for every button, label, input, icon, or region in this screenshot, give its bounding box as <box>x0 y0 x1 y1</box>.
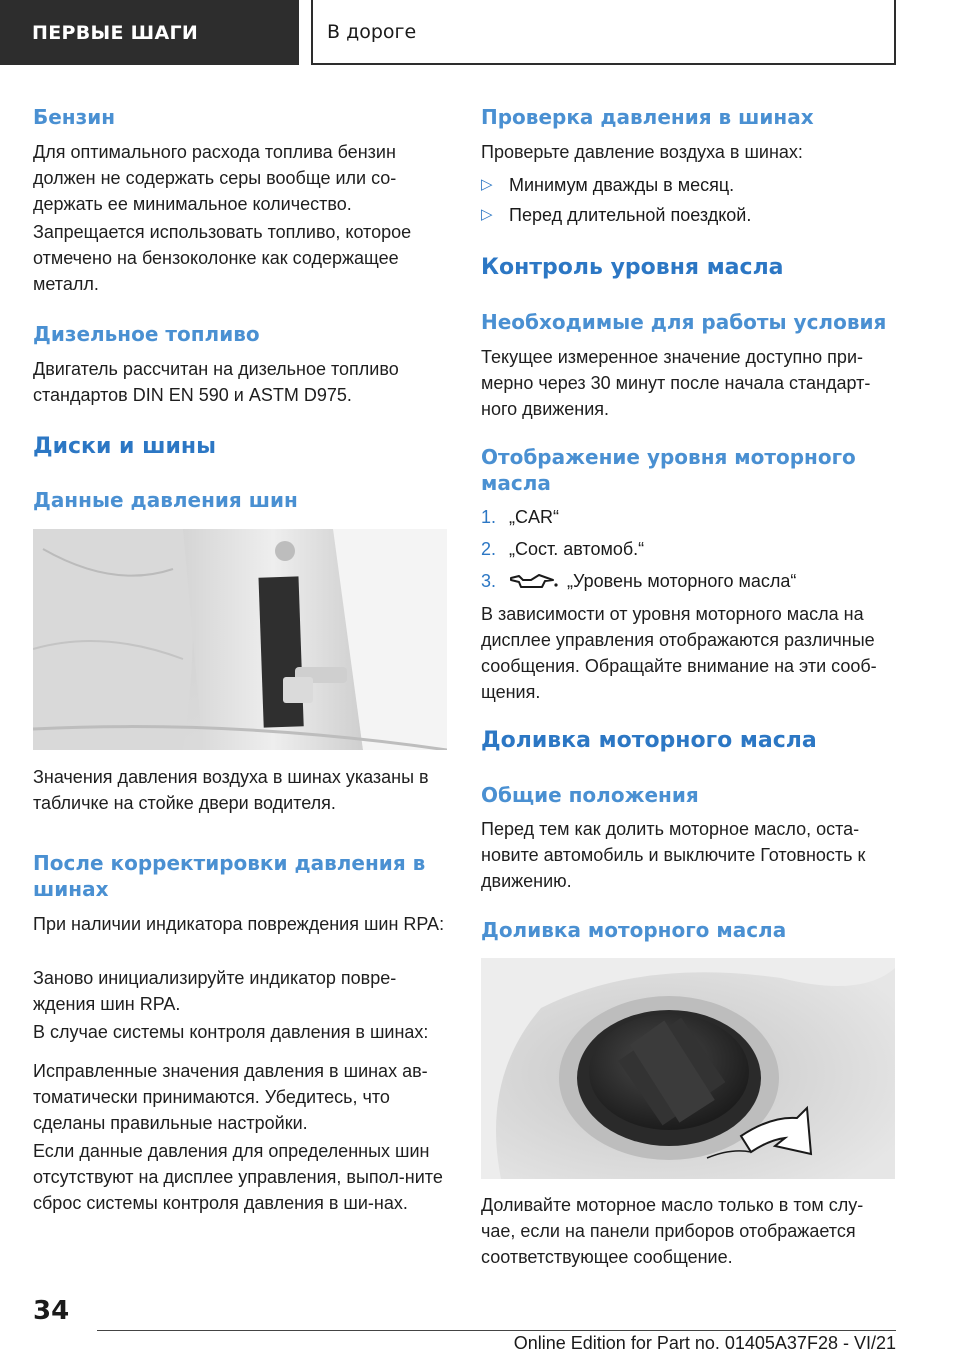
diesel-title: Дизельное топливо <box>33 322 260 346</box>
step-item <box>481 568 796 594</box>
check-paragraph: Проверьте давление воздуха в шинах: <box>481 142 803 162</box>
triangle-bullet-icon: ▷ <box>481 206 493 223</box>
step-text: „CAR“ <box>509 507 559 527</box>
petrol-title: Бензин <box>33 105 116 129</box>
after-paragraph-5: Если данные давления для определенных шин отсутствуют на дисплее управления, выпол-ните сброс системы контроля давления в ши-нах. <box>33 1141 443 1213</box>
edition-footer: Online Edition for Part no. 01405A37F28 - VI/21 <box>513 1333 896 1353</box>
after-adjust-title: После корректировки давления в шинах <box>33 851 426 901</box>
check-item-text: Минимум дважды в месяц. <box>509 175 735 195</box>
topup-caption: Доливайте моторное масло только в том слу-чае, если на панели приборов отображается соответствующее сообщение. <box>481 1195 864 1267</box>
diesel-paragraph: Двигатель рассчитан на дизельное топливо стандартов DIN EN 590 и ASTM D975. <box>33 359 399 405</box>
tire-data-title: Данные давления шин <box>33 488 298 512</box>
after-paragraph-3: В случае системы контроля давления в шинах: <box>33 1022 429 1042</box>
step-number: 3. <box>481 571 497 591</box>
step-item <box>481 504 559 530</box>
petrol-paragraph-2: Запрещается использовать топливо, которое отмечено на бензоколонке как содержащее металл. <box>33 222 412 294</box>
topic-tab: В дороге <box>311 0 896 65</box>
conditions-paragraph: Текущее измеренное значение доступно при-мерно через 30 минут после начала стандарт-ного движения. <box>481 347 871 419</box>
after-paragraph-2: Заново инициализируйте индикатор повре-ждения шин RPA. <box>33 968 397 1014</box>
general-title: Общие положения <box>481 783 699 807</box>
after-paragraph-1: При наличии индикатора повреждения шин RPA: <box>33 914 445 934</box>
check-item-text: Перед длительной поездкой. <box>509 205 752 225</box>
oil-filler-cap-image <box>481 958 895 1179</box>
step-number: 1. <box>481 507 497 527</box>
display-title: Отображение уровня моторного масла <box>481 445 856 495</box>
step-text: „Уровень моторного масла“ <box>567 571 797 591</box>
step-item <box>481 536 644 562</box>
door-pillar-image <box>33 529 447 750</box>
page-number: 34 <box>33 1296 70 1326</box>
oil-level-title: Контроль уровня масла <box>481 255 784 280</box>
after-paragraph-4: Исправленные значения давления в шинах ав-томатически принимаются. Убедитесь, что сделаны правильные настройки. <box>33 1061 428 1133</box>
image-caption: Значения давления воздуха в шинах указаны в табличке на стойке двери водителя. <box>33 767 429 813</box>
display-paragraph: В зависимости от уровня моторного масла на дисплее управления отображаются различные сообщения. Обращайте внимание на эти сооб-щения. <box>481 604 877 702</box>
oil-can-icon <box>509 571 559 591</box>
check-pressure-title: Проверка давления в шинах <box>481 105 814 129</box>
wheels-title: Диски и шины <box>33 434 217 459</box>
step-number: 2. <box>481 539 497 559</box>
topup-sub-title: Доливка моторного масла <box>481 918 787 942</box>
general-paragraph: Перед тем как долить моторное масло, оста-новите автомобиль и выключите Готовность к движению. <box>481 819 866 891</box>
check-item <box>481 172 734 198</box>
section-tab: ПЕРВЫЕ ШАГИ <box>0 0 299 65</box>
footer-divider <box>97 1330 896 1331</box>
check-item <box>481 202 751 228</box>
step-text: „Сост. автомоб.“ <box>509 539 645 559</box>
topup-title: Доливка моторного масла <box>481 728 817 753</box>
conditions-title: Необходимые для работы условия <box>481 310 887 334</box>
triangle-bullet-icon: ▷ <box>481 176 493 193</box>
petrol-paragraph-1: Для оптимального расхода топлива бензин должен не содержать серы вообще или со-держать ее минимальное количество. <box>33 142 397 214</box>
